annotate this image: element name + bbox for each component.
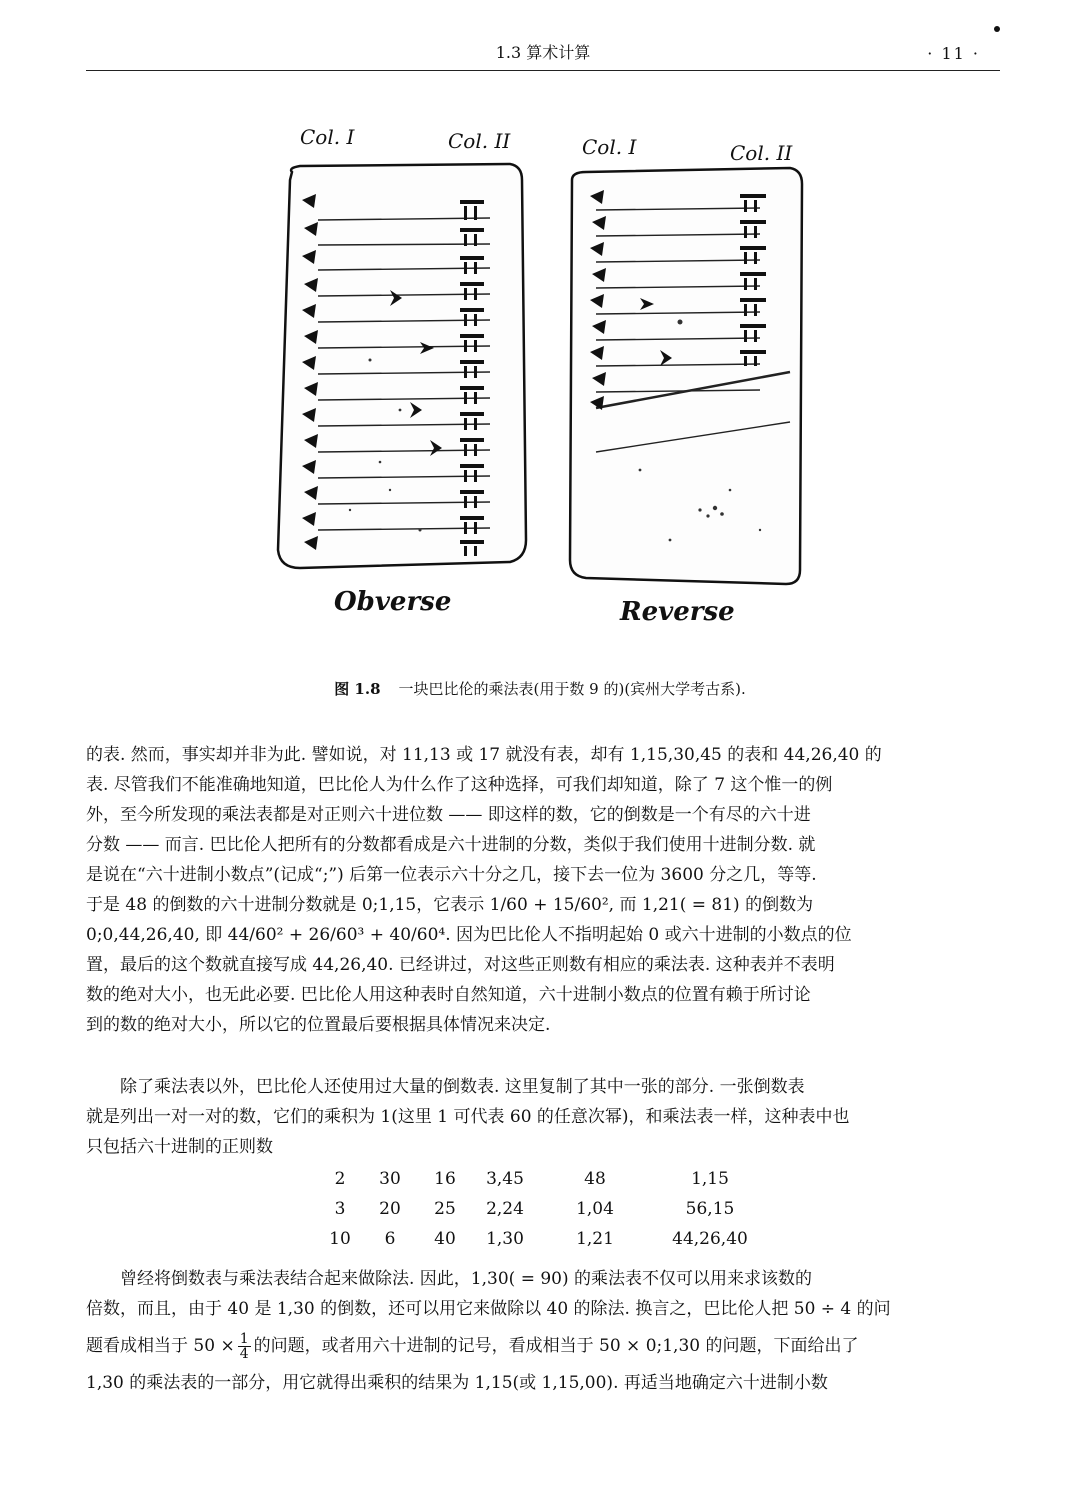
figure-tablets: [260, 110, 820, 640]
table-cell: 20: [379, 1199, 401, 1219]
fraction: [238, 1332, 251, 1361]
paragraph-1: [86, 740, 1002, 1040]
table-cell: 6: [384, 1229, 396, 1249]
reverse-label: Reverse: [620, 597, 735, 627]
table-cell: 1,30: [486, 1229, 524, 1249]
text-line: 置，最后的这个数就直接写成 44,26,40. 已经讲过，对这些正则数有相应的乘法表. 这种表并不表明: [86, 955, 835, 975]
section-title: 1.3 算术计算: [495, 43, 591, 62]
reciprocal-table: [320, 1164, 770, 1254]
text-line: 分数 —— 而言. 巴比伦人把所有的分数都看成是六十进制的分数，类似于我们使用十进制分数. 就: [86, 835, 816, 855]
fraction-numerator: 1: [239, 1331, 249, 1347]
table-cell: 1,15: [691, 1169, 729, 1189]
text-line: 到的数的绝对大小，所以它的位置最后要根据具体情况来决定.: [86, 1015, 551, 1035]
paragraph-3: [86, 1264, 1002, 1398]
text-segment: 的问题，或者用六十进制的记号，看成相当于 50 × 0;1,30 的问题，下面给出了: [253, 1336, 859, 1356]
obverse-label: Obverse: [334, 587, 452, 617]
figure-caption: [0, 678, 1080, 699]
table-cell: 44,26,40: [672, 1229, 748, 1249]
text-line-with-fraction: [86, 1324, 1002, 1368]
obverse-col1-label: Col. I: [300, 125, 355, 149]
page-number: · 11 ·: [927, 44, 980, 63]
reverse-col2-label: Col. II: [730, 141, 793, 165]
text-line: 就是列出一对一对的数，它们的乘积为 1(这里 1 可代表 60 的任意次幂)，和乘法表一样，这种表中也: [86, 1107, 850, 1127]
table-cell: 2: [334, 1169, 346, 1189]
text-line: 1,30 的乘法表的一部分，用它就得出乘积的结果为 1,15(或 1,15,00). 再适当地确定六十进制小数: [86, 1373, 828, 1393]
table-cell: 48: [584, 1169, 606, 1189]
table-cell: 40: [434, 1229, 456, 1249]
text-line: 曾经将倒数表与乘法表结合起来做除法. 因此，1,30( = 90) 的乘法表不仅可以用来求该数的: [120, 1269, 813, 1289]
table-cell: 1,21: [576, 1229, 614, 1249]
text-line: 只包括六十进制的正则数: [86, 1137, 273, 1157]
text-line: 数的绝对大小，也无此必要. 巴比伦人用这种表时自然知道，六十进制小数点的位置有赖于所讨论: [86, 985, 811, 1005]
running-head: [86, 38, 1000, 71]
text-line: 的表. 然而，事实却并非为此. 譬如说，对 11,13 或 17 就没有表，却有 1,15,30,45 的表和 44,26,40 的: [86, 745, 882, 765]
caption-text: 一块巴比伦的乘法表(用于数 9 的)(宾州大学考古系).: [398, 680, 746, 698]
text-segment: 题看成相当于 50 ×: [86, 1336, 235, 1356]
table-cell: 10: [329, 1229, 351, 1249]
table-cell: 25: [434, 1199, 456, 1219]
reverse-tablet: [570, 168, 802, 584]
table-row: [320, 1164, 770, 1194]
corner-dot: [994, 26, 1000, 32]
table-cell: 3,45: [486, 1169, 524, 1189]
reverse-col1-label: Col. I: [582, 135, 637, 159]
table-cell: 3: [334, 1199, 346, 1219]
table-cell: 56,15: [685, 1199, 735, 1219]
figure-number: 图 1.8: [334, 680, 381, 698]
text-line: 倍数，而且，由于 40 是 1,30 的倒数，还可以用它来做除以 40 的除法. 换言之，巴比伦人把 50 ÷ 4 的问: [86, 1299, 891, 1319]
table-cell: 1,04: [576, 1199, 614, 1219]
obverse-col2-label: Col. II: [448, 129, 511, 153]
paragraph-2: [86, 1072, 1002, 1162]
fraction-denominator: 4: [239, 1346, 249, 1362]
text-line: 表. 尽管我们不能准确地知道，巴比伦人为什么作了这种选择，可我们却知道，除了 7 这个惟一的例: [86, 775, 833, 795]
text-line: 于是 48 的倒数的六十进制分数就是 0;1,15，它表示 1/60 + 15/60², 而 1,21( = 81) 的倒数为: [86, 895, 814, 915]
table-row: [320, 1224, 770, 1254]
tablet-illustration: [260, 110, 820, 640]
table-row: [320, 1194, 770, 1224]
text-line: 外，至今所发现的乘法表都是对正则六十进位数 —— 即这样的数，它的倒数是一个有尽的六十进: [86, 805, 811, 825]
text-line: 是说在“六十进制小数点”(记成“;”) 后第一位表示六十分之几，接下去一位为 3600 分之几，等等.: [86, 865, 817, 885]
table-cell: 30: [379, 1169, 401, 1189]
table-cell: 2,24: [486, 1199, 524, 1219]
text-line: 除了乘法表以外，巴比伦人还使用过大量的倒数表. 这里复制了其中一张的部分. 一张倒数表: [120, 1077, 805, 1097]
table-cell: 16: [434, 1169, 456, 1189]
obverse-tablet: [278, 164, 526, 568]
text-line: 0;0,44,26,40, 即 44/60² + 26/60³ + 40/60⁴. 因为巴比伦人不指明起始 0 或六十进制的小数点的位: [86, 925, 852, 945]
